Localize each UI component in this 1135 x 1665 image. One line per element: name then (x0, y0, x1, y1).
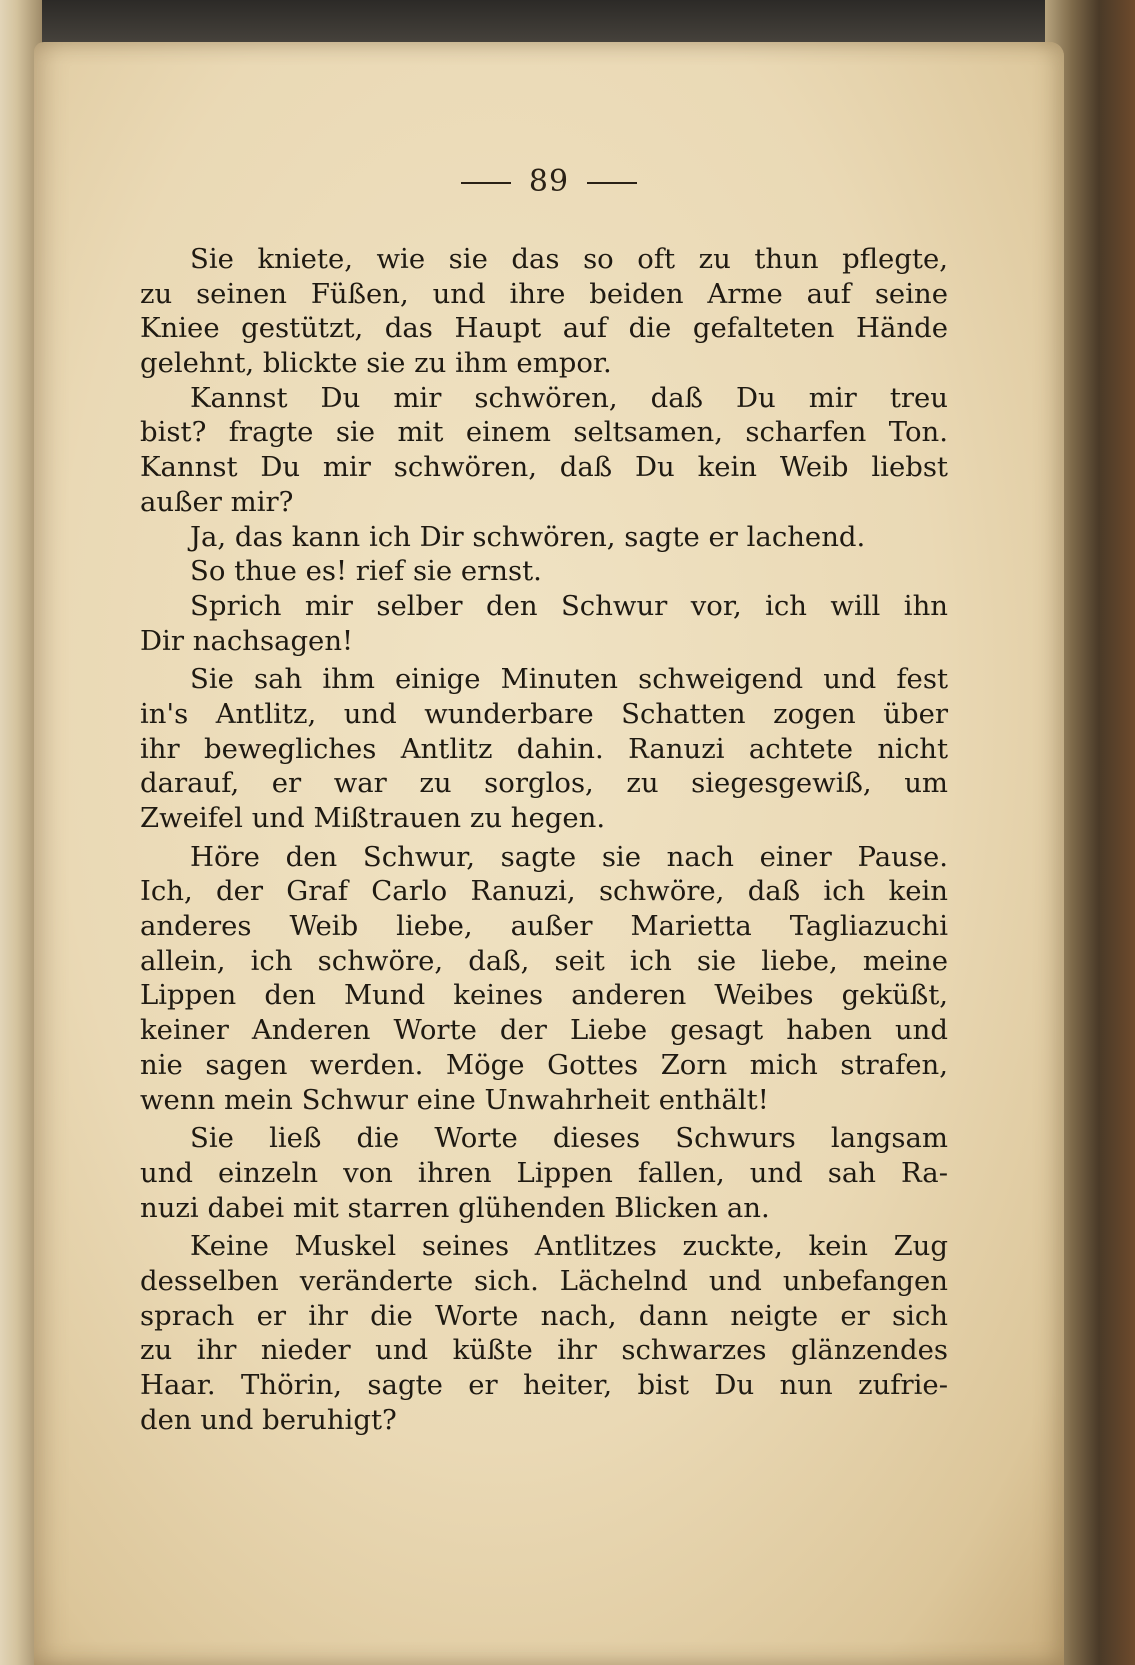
page-number-dash-left (461, 182, 511, 184)
text-line: bist? fragte sie mit einem seltsamen, scharfen Ton. (140, 416, 948, 449)
paragraph (140, 1229, 948, 1437)
text-line: Ja, das kann ich Dir schwören, sagte er lachend. (190, 520, 866, 553)
paragraph (140, 554, 948, 589)
body-text (140, 242, 948, 1437)
book-page (34, 42, 1064, 1665)
text-line: nuzi dabei mit starren glühenden Blicken an. (140, 1191, 770, 1224)
text-line: Ich, der Graf Carlo Ranuzi, schwöre, daß ich kein (140, 875, 948, 908)
text-line: Sie ließ die Worte dieses Schwurs langsam (190, 1122, 948, 1155)
text-line: ihr bewegliches Antlitz dahin. Ranuzi achtete nicht (140, 732, 948, 765)
text-line: nie sagen werden. Möge Gottes Zorn mich strafen, (140, 1048, 948, 1081)
text-line: anderes Weib liebe, außer Marietta Tagliazuchi (140, 910, 948, 943)
text-line: wenn mein Schwur eine Unwahrheit enthält! (140, 1083, 769, 1116)
text-line: allein, ich schwöre, daß, seit ich sie liebe, meine (140, 944, 948, 977)
paragraph (140, 381, 948, 520)
page-number (34, 164, 1064, 199)
text-line: zu seinen Füßen, und ihre beiden Arme auf seine (140, 277, 948, 310)
text-line: darauf, er war zu sorglos, zu siegesgewiß, um (140, 767, 948, 800)
paragraph (140, 520, 948, 555)
text-line: keiner Anderen Worte der Liebe gesagt haben und (140, 1014, 948, 1047)
text-line: Höre den Schwur, sagte sie nach einer Pause. (190, 840, 948, 873)
text-line: und einzeln von ihren Lippen fallen, und sah Ra- (140, 1156, 948, 1189)
paragraph (140, 242, 948, 381)
page-number-dash-right (587, 182, 637, 184)
text-line: Kniee gestützt, das Haupt auf die gefalteten Hände (140, 312, 948, 345)
text-line: in's Antlitz, und wunderbare Schatten zogen über (140, 697, 948, 730)
text-line: Sprich mir selber den Schwur vor, ich will ihn (190, 589, 948, 622)
text-line: Haar. Thörin, sagte er heiter, bist Du nun zufrie- (140, 1369, 948, 1401)
text-line: Sie sah ihm einige Minuten schweigend und fest (190, 663, 948, 696)
text-line: Zweifel und Mißtrauen zu hegen. (140, 802, 606, 834)
text-line: Kannst Du mir schwören, daß Du kein Weib liebst (140, 451, 948, 484)
text-line: Dir nachsagen! (140, 624, 354, 657)
paragraph (140, 662, 948, 835)
text-line: Sie kniete, wie sie das so oft zu thun pflegte, (190, 243, 948, 275)
page-number-value: 89 (528, 164, 570, 199)
text-line: So thue es! rief sie ernst. (190, 555, 542, 588)
paragraph (140, 589, 948, 658)
text-line: sprach er ihr die Worte nach, dann neigte er sich (140, 1299, 948, 1332)
text-line: Lippen den Mund keines anderen Weibes geküßt, (140, 979, 948, 1012)
text-line: gelehnt, blickte sie zu ihm empor. (140, 347, 612, 380)
text-line: den und beruhigt? (140, 1403, 397, 1436)
text-line: Kannst Du mir schwören, daß Du mir treu (190, 381, 948, 414)
text-line: Keine Muskel seines Antlitzes zuckte, kein Zug (190, 1230, 948, 1263)
text-line: desselben veränderte sich. Lächelnd und unbefangen (140, 1264, 948, 1297)
text-line: zu ihr nieder und küßte ihr schwarzes glänzendes (140, 1334, 948, 1367)
paragraph (140, 840, 948, 1118)
text-line: außer mir? (140, 485, 294, 518)
paragraph (140, 1121, 948, 1225)
